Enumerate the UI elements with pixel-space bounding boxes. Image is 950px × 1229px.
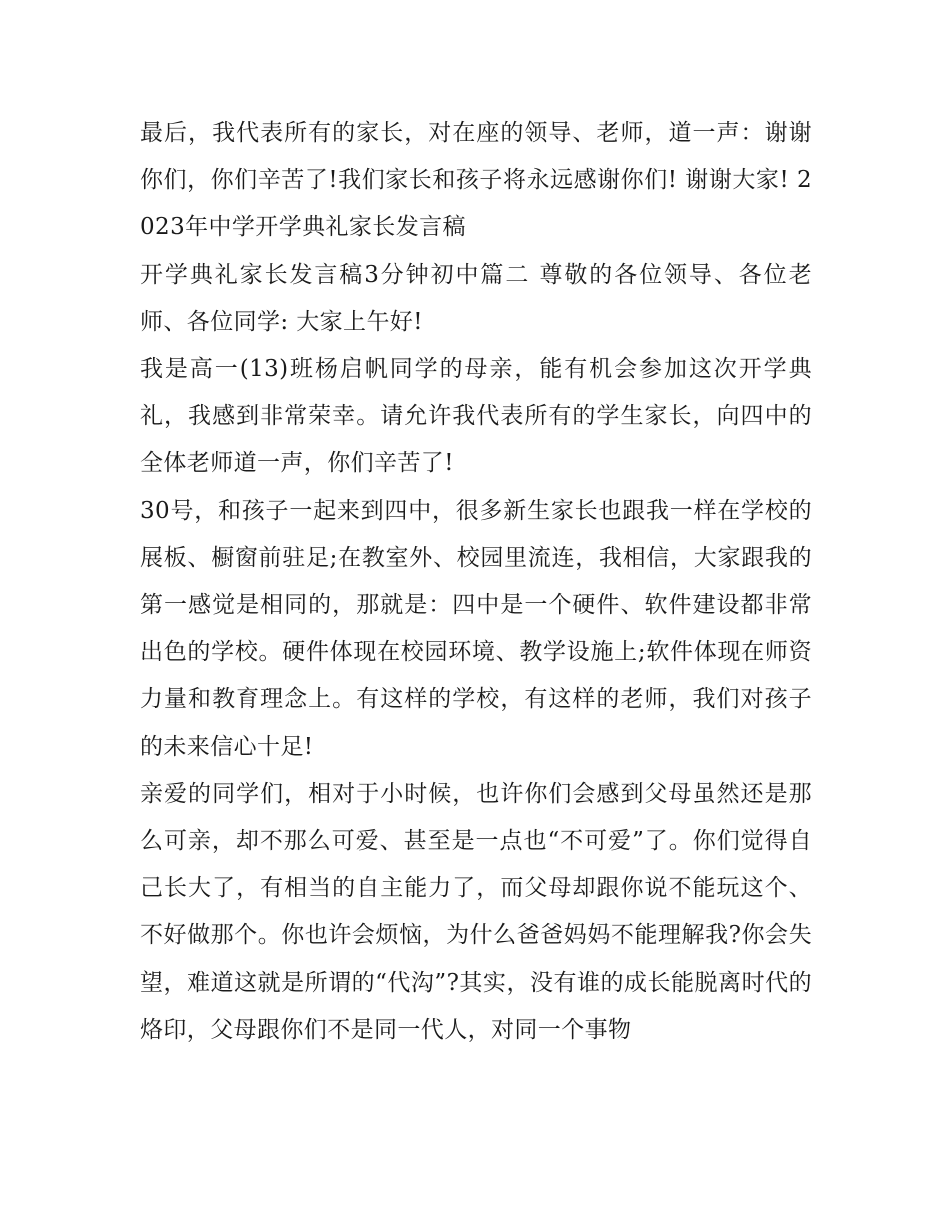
paragraph-school-impression: 30号，和孩子一起来到四中，很多新生家长也跟我一样在学校的展板、橱窗前驻足;在教室外、校园里流连，我相信，大家跟我的第一感觉是相同的，那就是：四中是一个硬件、软件建设都非常出色的学校。硬件体现在校园环境、教学设施上;软件体现在师资力量和教育理念上。有这样的学校，有这样的老师，我们对孩子的未来信心十足! bbox=[140, 497, 812, 760]
paragraph-message-to-students: 亲爱的同学们，相对于小时候，也许你们会感到父母虽然还是那么可亲，却不那么可爱、甚至是一点也“不可爱”了。你们觉得自己长大了，有相当的自主能力了，而父母却跟你说不能玩这个、不好做那个。你也许会烦恼，为什么爸爸妈妈不能理解我?你会失望，难道这就是所谓的“代沟”?其实，没有谁的成长能脱离时代的烙印，父母跟你们不是同一代人，对同一个事物 bbox=[140, 780, 812, 1043]
paragraph-closing-thanks: 最后，我代表所有的家长，对在座的领导、老师，道一声：谢谢你们，你们辛苦了!我们家长和孩子将永远感谢你们! 谢谢大家! 2023年中学开学典礼家长发言稿 bbox=[140, 120, 812, 241]
paragraph-speech-title-greeting: 开学典礼家长发言稿3分钟初中篇二 尊敬的各位领导、各位老师、各位同学: 大家上午好! bbox=[140, 261, 812, 335]
document-body bbox=[140, 110, 812, 1054]
paragraph-self-introduction: 我是高一(13)班杨启帆同学的母亲，能有机会参加这次开学典礼，我感到非常荣幸。请允许我代表所有的学生家长，向四中的全体老师道一声，你们辛苦了! bbox=[140, 356, 812, 477]
